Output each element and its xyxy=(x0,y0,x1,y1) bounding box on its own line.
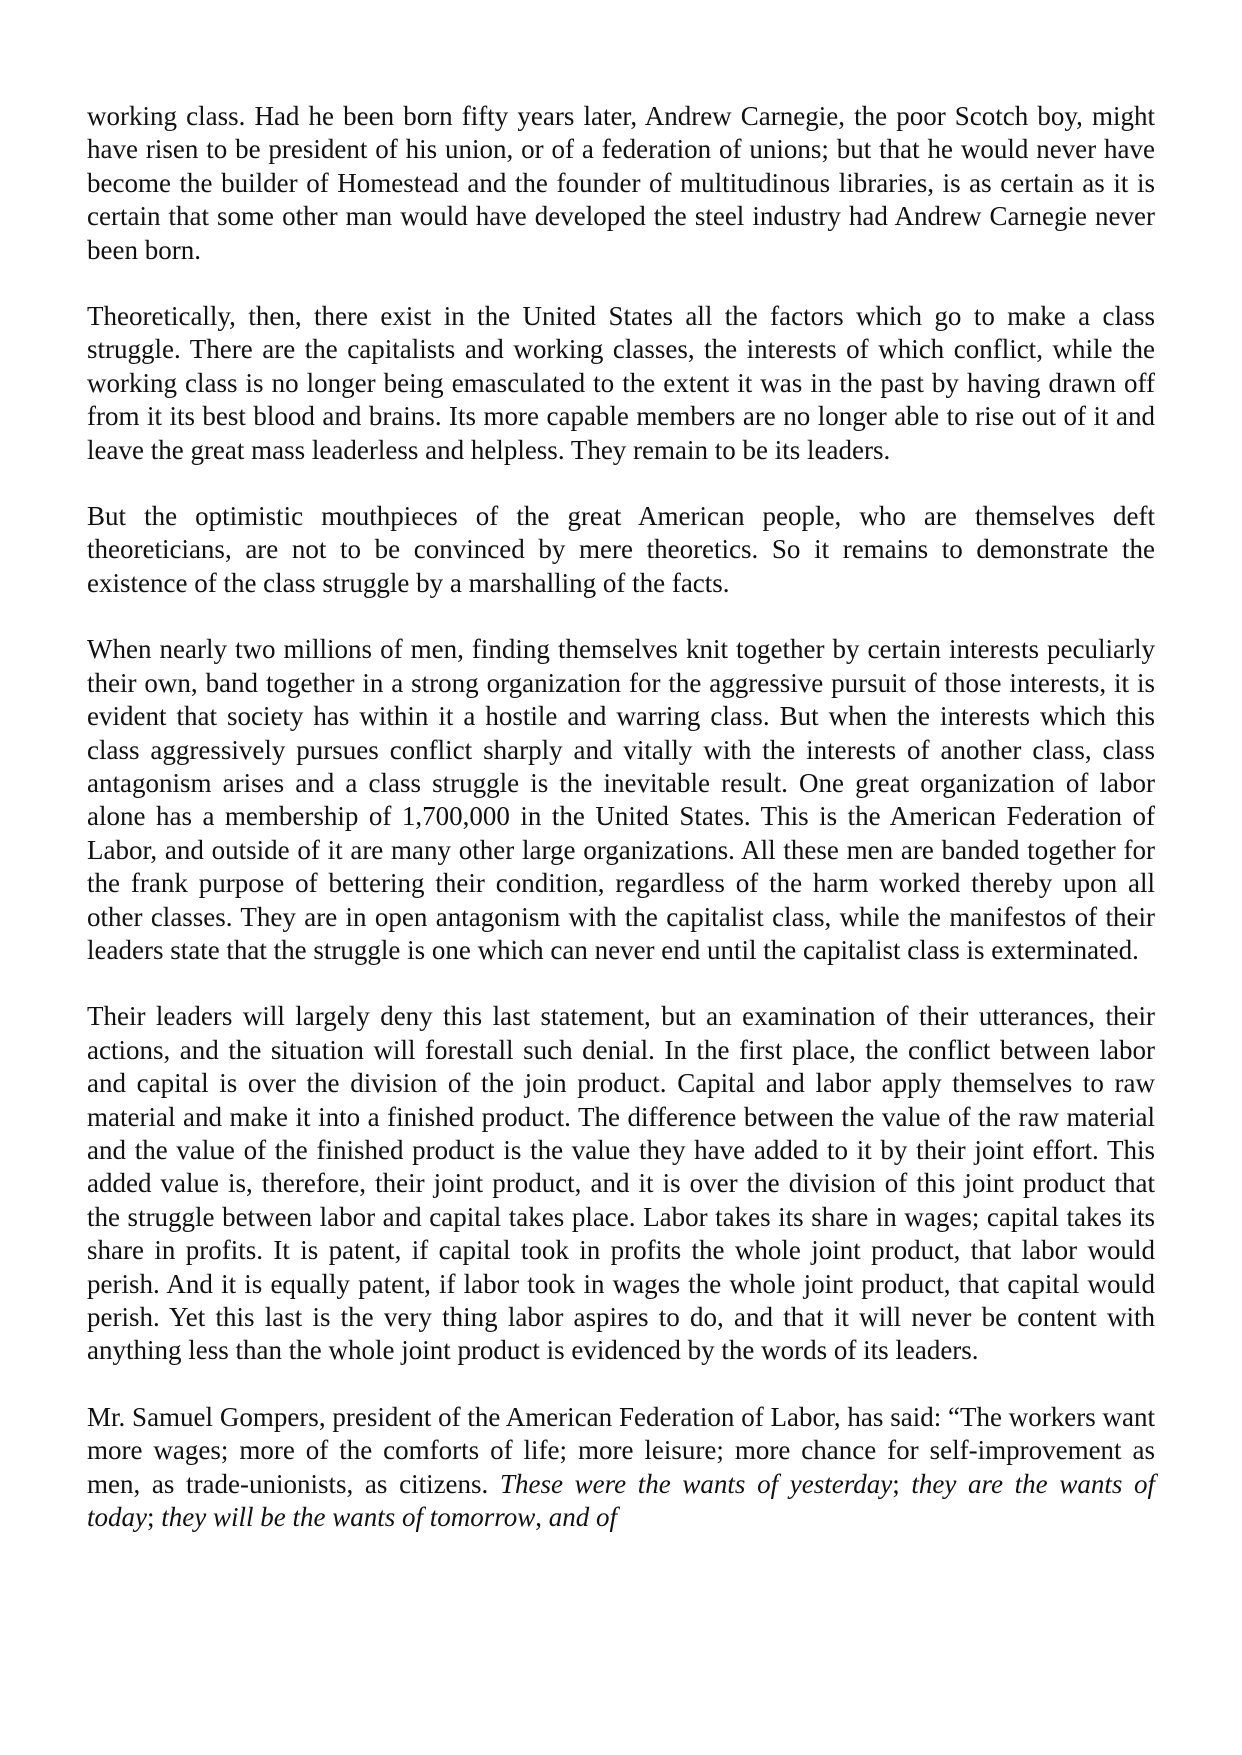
quote-separator-2: ; xyxy=(147,1502,162,1533)
paragraph-6 xyxy=(87,1401,1155,1535)
quote-separator-3: , xyxy=(535,1502,549,1533)
paragraph-5 xyxy=(87,1000,1155,1367)
quote-separator-1: ; xyxy=(892,1468,912,1499)
paragraph-4 xyxy=(87,633,1155,967)
document-page xyxy=(87,100,1155,1534)
paragraph-3-text: But the optimistic mouthpieces of the great American people, who are themselves deft theoreticians, are not to be convinced by mere theoretics. So it remains to demonstrate the existence of the class struggle by a marshalling of the facts. xyxy=(87,501,1155,598)
paragraph-2 xyxy=(87,300,1155,467)
quote-italic-1: These were the wants of yesterday xyxy=(499,1468,893,1499)
quote-italic-3: they will be the wants of tomorrow xyxy=(161,1502,536,1533)
paragraph-1-text: working class. Had he been born fifty years later, Andrew Carnegie, the poor Scotch boy, might have risen to be president of his union, or of a federation of unions; but that he would never have become the builder of Homestead and the founder of multitudinous libraries, is as certain as it is certain that some other man would have developed the steel industry had Andrew Carnegie never been born. xyxy=(87,101,1155,265)
paragraph-5-text: Their leaders will largely deny this last statement, but an examination of their utterances, their actions, and the situation will forestall such denial. In the first place, the conflict between labor and capital is over the division of the join product. Capital and labor apply themselves to raw material and make it into a finished product. The difference between the value of the raw material and the value of the finished product is the value they have added to it by their joint effort. This added value is, therefore, their joint product, and it is over the division of this joint product that the struggle between labor and capital takes place. Labor takes its share in wages; capital takes its share in profits. It is patent, if capital took in profits the whole joint product, that labor would perish. And it is equally patent, if labor took in wages the whole joint product, that capital would perish. Yet this last is the very thing labor aspires to do, and that it will never be content with anything less than the whole joint product is evidenced by the words of its leaders. xyxy=(87,1001,1155,1366)
quote-italic-4: and of xyxy=(548,1502,618,1533)
paragraph-1 xyxy=(87,100,1155,267)
paragraph-3 xyxy=(87,500,1155,600)
paragraph-2-text: Theoretically, then, there exist in the United States all the factors which go to make a class struggle. There are the capitalists and working classes, the interests of which conflict, while the working class is no longer being emasculated to the extent it was in the past by having drawn off from it its best blood and brains. Its more capable members are no longer able to rise out of it and leave the great mass leaderless and helpless. They remain to be its leaders. xyxy=(87,301,1155,465)
paragraph-4-text: When nearly two millions of men, finding themselves knit together by certain interests peculiarly their own, band together in a strong organization for the aggressive pursuit of those interests, it is evident that society has within it a hostile and warring class. But when the interests which this class aggressively pursues conflict sharply and vitally with the interests of another class, class antagonism arises and a class struggle is the inevitable result. One great organization of labor alone has a membership of 1,700,000 in the United States. This is the American Federation of Labor, and outside of it are many other large organizations. All these men are banded together for the frank purpose of bettering their condition, regardless of the harm worked thereby upon all other classes. They are in open antagonism with the capitalist class, while the manifestos of their leaders state that the struggle is one which can never end until the capitalist class is exterminated. xyxy=(87,634,1155,965)
quote-italic-2: they are the wants of today xyxy=(87,1468,1155,1533)
paragraph-6-text: Mr. Samuel Gompers, president of the American Federation of Labor, has said: “The workers want more wages; more of the comforts of life; more leisure; more chance for self-improvement as men, as trade-unionists, as citizens. xyxy=(87,1401,1155,1499)
